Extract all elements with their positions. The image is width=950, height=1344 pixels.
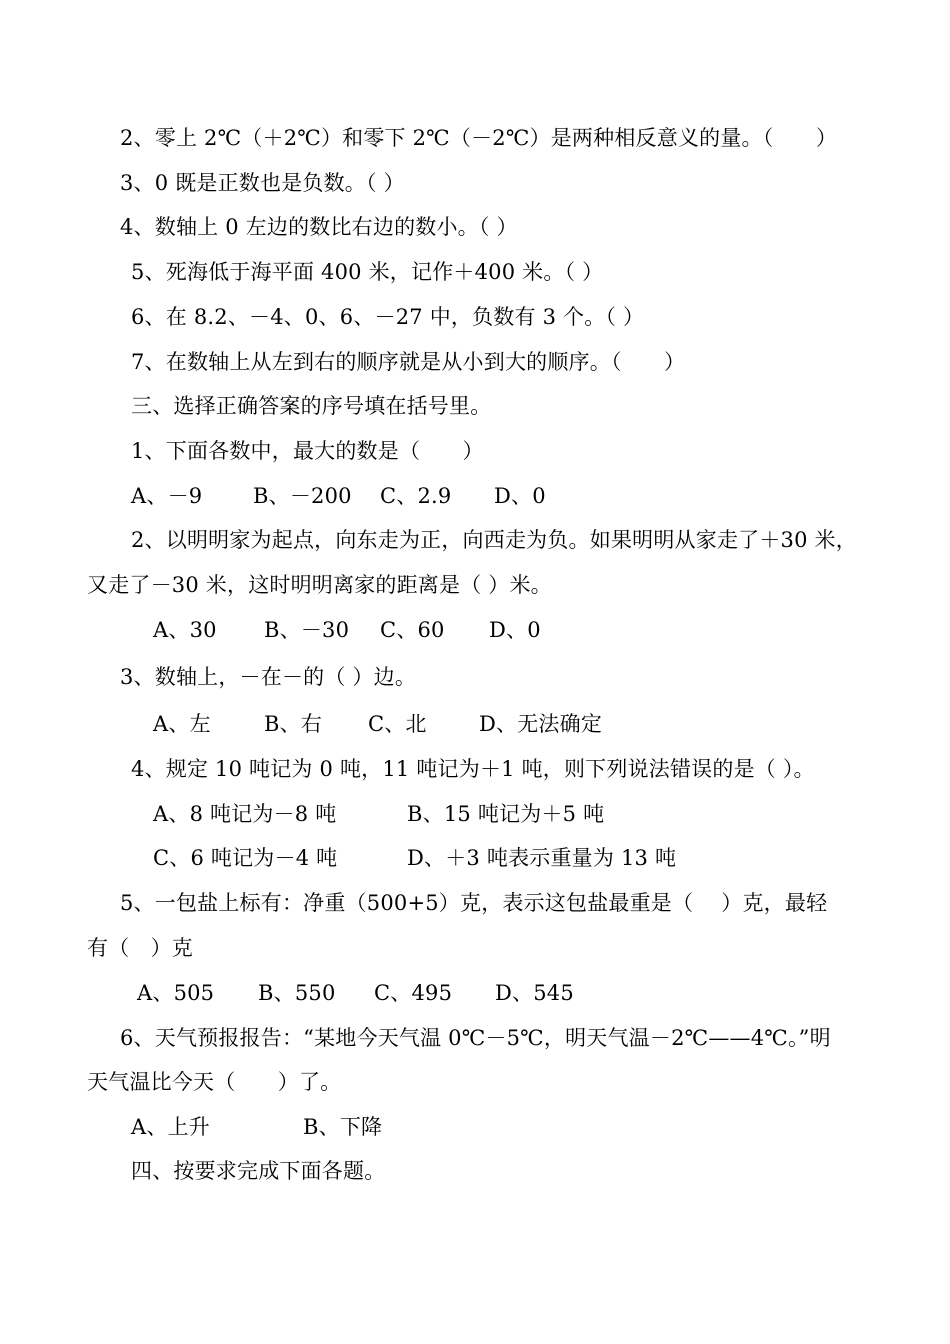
- judgement-question-5: 5、死海低于海平面 400 米，记作＋400 米。（ ）: [131, 260, 604, 284]
- option-a: A、左: [153, 712, 211, 736]
- option-b: B、下降: [303, 1115, 383, 1139]
- choice-question-6-options: [0, 1112, 950, 1142]
- choice-question-1-stem: 1、下面各数中，最大的数是（ ）: [131, 439, 484, 463]
- option-d: D、＋3 吨表示重量为 13 吨: [407, 846, 677, 870]
- option-a: A、30: [153, 618, 217, 642]
- choice-question-3-options: [0, 709, 950, 739]
- option-b: B、550: [258, 981, 336, 1005]
- option-a: A、8 吨记为－8 吨: [153, 802, 337, 826]
- choice-question-6-stem-line-1: 6、天气预报报告：“某地今天气温 0℃－5℃，明天气温－2℃——4℃。”明: [120, 1026, 831, 1050]
- choice-question-1-options: [0, 481, 950, 511]
- option-b: B、15 吨记为＋5 吨: [407, 802, 605, 826]
- choice-question-2-options: [0, 615, 950, 645]
- judgement-question-3: 3、0 既是正数也是负数。（ ）: [120, 171, 405, 195]
- option-d: D、无法确定: [479, 712, 603, 736]
- option-d: D、0: [489, 618, 541, 642]
- choice-question-5-stem-line-2: 有（ ）克: [87, 936, 193, 960]
- option-a: A、505: [137, 981, 215, 1005]
- option-c: C、北: [368, 712, 427, 736]
- choice-question-6-stem-line-2: 天气温比今天（ ）了。: [87, 1070, 342, 1094]
- option-a: A、－9: [131, 484, 203, 508]
- option-a: A、上升: [131, 1115, 210, 1139]
- option-b: B、右: [264, 712, 323, 736]
- choice-question-5-options: [0, 978, 950, 1008]
- judgement-question-7: 7、在数轴上从左到右的顺序就是从小到大的顺序。（ ）: [131, 350, 686, 374]
- choice-question-3-stem: 3、数轴上，－在－的（ ）边。: [120, 665, 417, 689]
- option-c: C、495: [374, 981, 453, 1005]
- choice-question-4-options-row-2: [0, 843, 950, 873]
- section-4-title: 四、按要求完成下面各题。: [131, 1159, 386, 1183]
- judgement-question-6: 6、在 8.2、－4、0、6、－27 中，负数有 3 个。（ ）: [131, 305, 645, 329]
- option-d: D、545: [495, 981, 574, 1005]
- option-b: B、－30: [264, 618, 350, 642]
- judgement-question-2: 2、零上 2℃（＋2℃）和零下 2℃（－2℃）是两种相反意义的量。（ ）: [120, 126, 838, 150]
- choice-question-2-stem-line-2: 又走了－30 米，这时明明离家的距离是（ ）米。: [87, 573, 552, 597]
- choice-question-5-stem-line-1: 5、一包盐上标有：净重（500+5）克，表示这包盐最重是（ ）克，最轻: [120, 891, 828, 915]
- judgement-question-4: 4、数轴上 0 左边的数比右边的数小。（ ）: [120, 215, 518, 239]
- option-c: C、2.9: [380, 484, 452, 508]
- option-c: C、6 吨记为－4 吨: [153, 846, 338, 870]
- choice-question-4-options-row-1: [0, 799, 950, 829]
- option-b: B、－200: [253, 484, 352, 508]
- section-3-title: 三、选择正确答案的序号填在括号里。: [131, 394, 492, 418]
- option-c: C、60: [380, 618, 445, 642]
- choice-question-2-stem-line-1: 2、以明明家为起点，向东走为正，向西走为负。如果明明从家走了＋30 米，: [131, 528, 857, 552]
- option-d: D、0: [494, 484, 546, 508]
- choice-question-4-stem: 4、规定 10 吨记为 0 吨，11 吨记为＋1 吨，则下列说法错误的是（ ）。: [131, 757, 815, 781]
